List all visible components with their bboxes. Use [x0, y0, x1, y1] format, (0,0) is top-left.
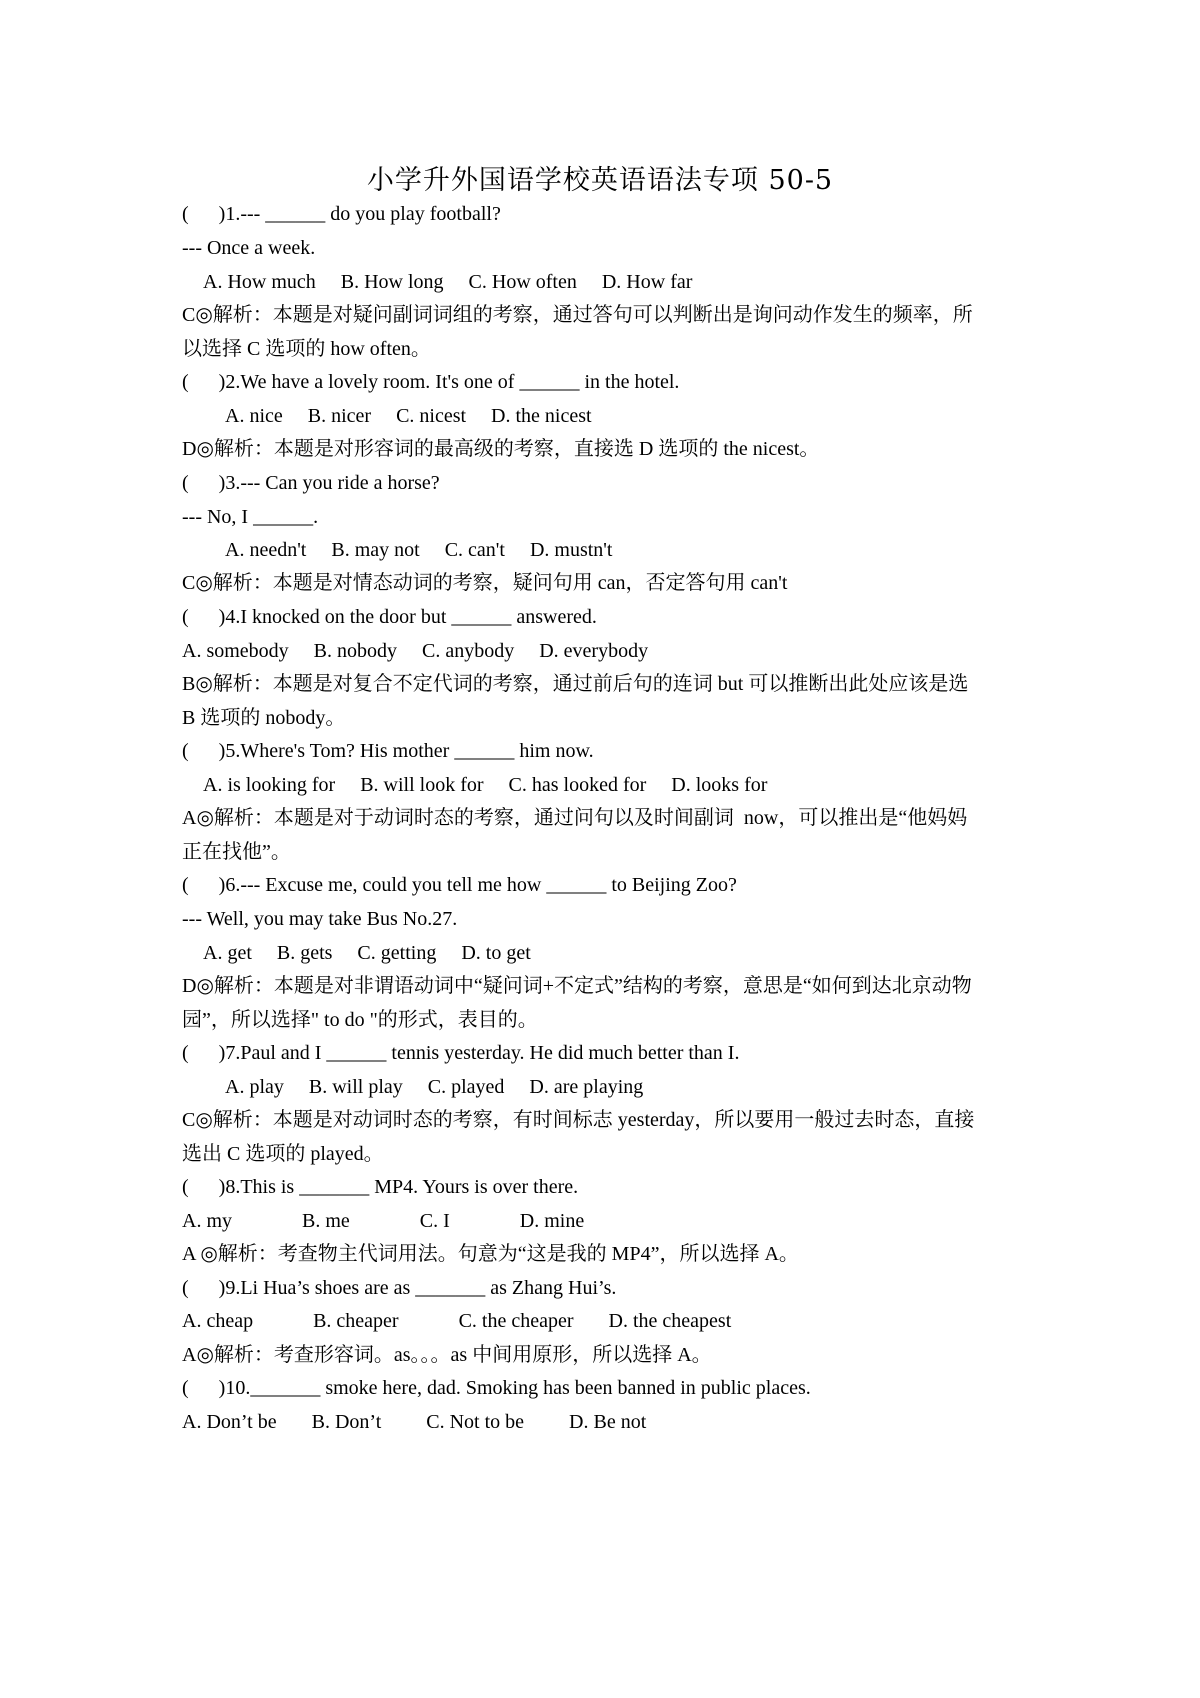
question-5: ( )5.Where's Tom? His mother ______ him now. [182, 740, 594, 762]
question-1: ( )1.--- ______ do you play football? [182, 203, 501, 225]
options-6: A. get B. gets C. getting D. to get [203, 942, 531, 964]
explanation-6: D◎解析：本题是对非谓语动词中“疑问词+不定式”结构的考察，意思是“如何到达北京动物 [182, 975, 972, 997]
page-title: 小学升外国语学校英语语法专项 50-5 [366, 165, 834, 196]
options-8: A. my B. me C. I D. mine [182, 1210, 585, 1232]
explanation-3: C◎解析：本题是对情态动词的考察，疑问句用 can，否定答句用 can't [182, 572, 788, 594]
explanation-5: A◎解析：本题是对于动词时态的考察，通过问句以及时间副词 now，可以推出是“他妈妈 [182, 807, 968, 829]
options-10: A. Don’t be B. Don’t C. Not to be D. Be not [182, 1411, 647, 1433]
explanation-5-cont: 正在找他”。 [182, 841, 291, 863]
explanation-4-cont: B 选项的 nobody。 [182, 707, 346, 729]
explanation-4: B◎解析：本题是对复合不定代词的考察，通过前后句的连词 but 可以推断出此处应该是选 [182, 673, 969, 695]
question-7: ( )7.Paul and I ______ tennis yesterday. He did much better than I. [182, 1042, 740, 1064]
question-2: ( )2.We have a lovely room. It's one of ______ in the hotel. [182, 371, 680, 393]
question-4: ( )4.I knocked on the door but ______ answered. [182, 606, 597, 628]
answer-line: --- Well, you may take Bus No.27. [182, 908, 458, 930]
explanation-8: A ◎解析：考查物主代词用法。句意为“这是我的 MP4”，所以选择 A。 [182, 1243, 799, 1265]
explanation-7-cont: 选出 C 选项的 played。 [182, 1143, 384, 1165]
answer-line: --- No, I ______. [182, 506, 319, 528]
question-3: ( )3.--- Can you ride a horse? [182, 472, 440, 494]
explanation-7: C◎解析：本题是对动词时态的考察，有时间标志 yesterday，所以要用一般过去时态，直接 [182, 1109, 975, 1131]
options-4: A. somebody B. nobody C. anybody D. everybody [182, 640, 649, 662]
answer-line: --- Once a week. [182, 237, 316, 259]
options-7: A. play B. will play C. played D. are playing [225, 1076, 644, 1098]
options-3: A. needn't B. may not C. can't D. mustn't [225, 539, 613, 561]
question-8: ( )8.This is _______ MP4. Yours is over there. [182, 1176, 579, 1198]
explanation-6-cont: 园”，所以选择" to do "的形式，表目的。 [182, 1009, 538, 1031]
question-10: ( )10._______ smoke here, dad. Smoking has been banned in public places. [182, 1377, 811, 1399]
question-9: ( )9.Li Hua’s shoes are as _______ as Zhang Hui’s. [182, 1277, 617, 1299]
explanation-2: D◎解析：本题是对形容词的最高级的考察，直接选 D 选项的 the nicest。 [182, 438, 820, 460]
explanation-1-cont: 以选择 C 选项的 how often。 [182, 338, 431, 360]
explanation-9: A◎解析：考查形容词。as。。。as 中间用原形，所以选择 A。 [182, 1344, 712, 1366]
question-6: ( )6.--- Excuse me, could you tell me how ______ to Beijing Zoo? [182, 874, 737, 896]
options-1: A. How much B. How long C. How often D. How far [203, 271, 693, 293]
options-9: A. cheap B. cheaper C. the cheaper D. the cheapest [182, 1310, 732, 1332]
options-2: A. nice B. nicer C. nicest D. the nicest [225, 405, 592, 427]
explanation-1: C◎解析：本题是对疑问副词词组的考察，通过答句可以判断出是询问动作发生的频率，所 [182, 304, 973, 326]
options-5: A. is looking for B. will look for C. has looked for D. looks for [203, 774, 768, 796]
